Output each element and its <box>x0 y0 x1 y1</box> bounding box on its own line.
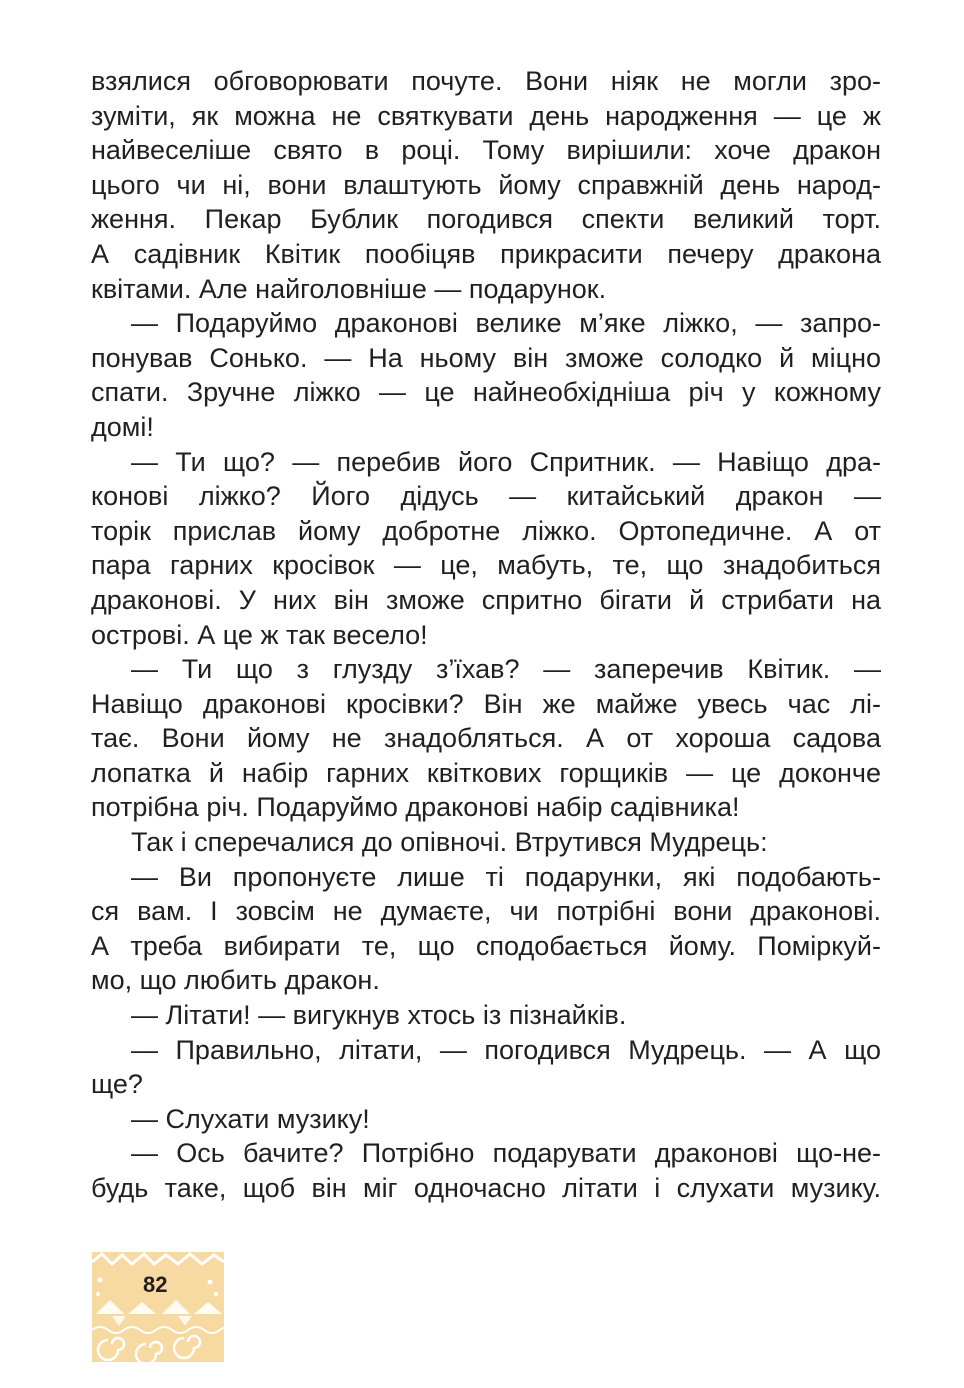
text-line: понував Сонько. — На ньому він зможе солодко й міцно <box>91 342 881 373</box>
text-line: А треба вибирати те, що сподобається йому. Поміркуй- <box>91 930 881 961</box>
text-line: торік прислав йому добротне ліжко. Ортопедичне. А от <box>91 515 881 546</box>
text-line: — Ти що? — перебив його Спритник. — Навіщо дра- <box>131 446 881 477</box>
text-line: лопатка й набір гарних квіткових горщиків — це доконче <box>91 757 881 788</box>
text-line: тає. Вони йому не знадобляться. А от хороша садова <box>91 723 881 754</box>
text-line: ся вам. І зовсім не думаєте, чи потрібні вони драконові. <box>91 896 881 927</box>
text-line: Навіщо драконові кросівки? Він же майже увесь час лі- <box>91 688 881 719</box>
text-line: найвеселіше свято в році. Тому вирішили: хоче дракон <box>91 135 881 166</box>
text-line: — Слухати музику! <box>131 1103 370 1134</box>
text-line: Так і сперечалися до опівночі. Втрутився Мудрець: <box>131 827 768 858</box>
text-line: ще? <box>91 1069 143 1100</box>
text-line: — Ви пропонуєте лише ті подарунки, які подобають- <box>131 861 881 892</box>
text-line: цього чи ні, вони влаштують йому справжній день народ- <box>91 169 881 200</box>
text-line: спати. Зручне ліжко — це найнеобхідніша річ у кожному <box>91 377 881 408</box>
text-line: — Ти що з глузду з’їхав? — заперечив Квітик. — <box>131 654 881 685</box>
text-line: мо, що любить дракон. <box>91 965 380 996</box>
text-line: — Літати! — вигукнув хтось із пізнайків. <box>131 1000 627 1031</box>
text-line: острові. А це ж так весело! <box>91 619 428 650</box>
text-line: — Подаруймо драконові велике м’яке ліжко, — запро- <box>131 308 881 339</box>
text-line: — Правильно, літати, — погодився Мудрець. — А що <box>131 1034 881 1065</box>
page-number-ornament <box>92 1252 224 1362</box>
text-line: домі! <box>91 411 154 442</box>
text-line: А садівник Квітик пообіцяв прикрасити печеру дракона <box>91 238 881 269</box>
page-number: 82 <box>143 1272 168 1297</box>
text-line: конові ліжко? Його дідусь — китайський дракон — <box>91 481 881 512</box>
text-line: пара гарних кросівок — це, мабуть, те, що знадобиться <box>91 550 881 581</box>
page-body-text <box>91 64 881 1206</box>
text-line: ження. Пекар Бублик погодився спекти великий торт. <box>91 204 881 235</box>
text-line: зуміти, як можна не святкувати день народження — це ж <box>91 100 881 131</box>
text-line: взялися обговорювати почуте. Вони ніяк не могли зро- <box>91 66 881 96</box>
text-line: драконові. У них він зможе спритно бігати й стрибати на <box>91 584 881 615</box>
text-line: будь таке, щоб він міг одночасно літати і слухати музику. <box>91 1173 881 1203</box>
text-line: квітами. Але найголовніше — подарунок. <box>91 273 607 304</box>
text-line: потрібна річ. Подаруймо драконові набір садівника! <box>91 792 740 823</box>
text-line: — Ось бачите? Потрібно подарувати драконові що-не- <box>131 1138 881 1169</box>
